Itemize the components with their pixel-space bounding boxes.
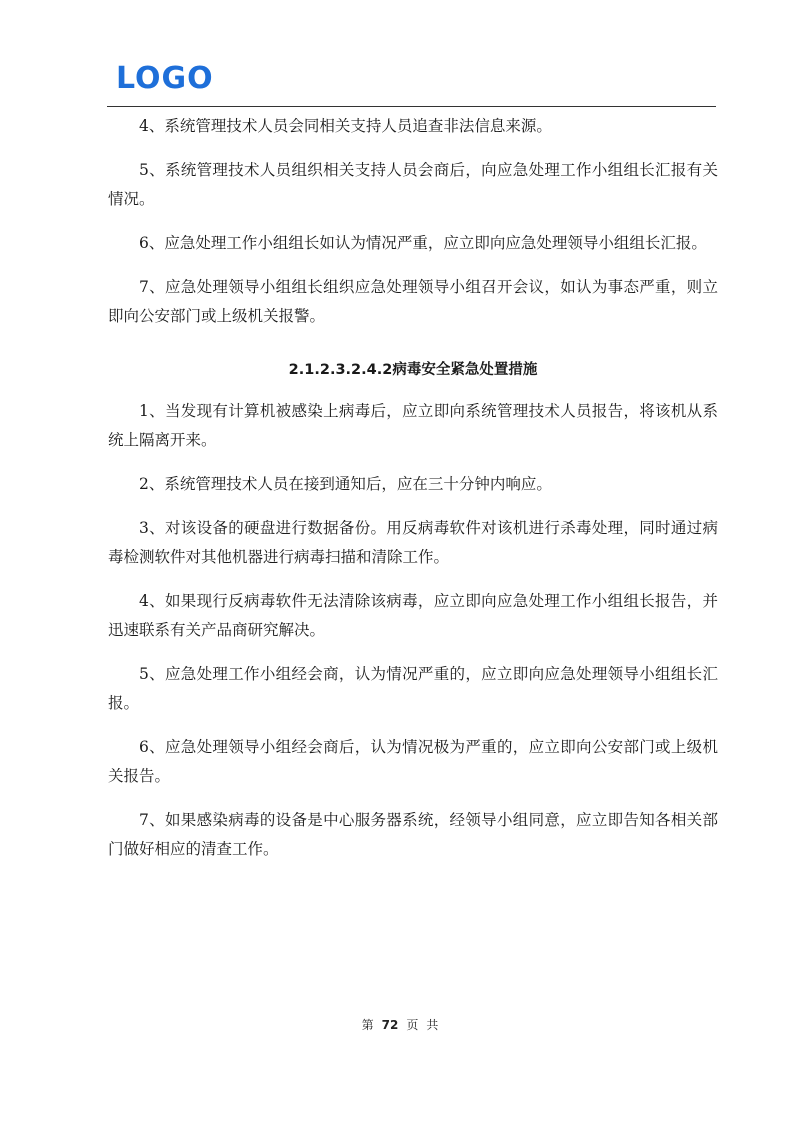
paragraph: 1、当发现有计算机被感染上病毒后，应立即向系统管理技术人员报告，将该机从系统上隔离开来。 <box>108 402 718 449</box>
logo: LOGO <box>116 61 214 96</box>
footer-suffix: 页 <box>406 1018 419 1032</box>
paragraph: 6、应急处理工作小组组长如认为情况严重，应立即向应急处理领导小组组长汇报。 <box>139 234 707 252</box>
paragraph: 5、系统管理技术人员组织相关支持人员会商后，向应急处理工作小组组长汇报有关情况。 <box>108 161 718 208</box>
paragraph: 5、应急处理工作小组经会商，认为情况严重的，应立即向应急处理领导小组组长汇报。 <box>108 665 718 712</box>
paragraph: 6、应急处理领导小组经会商后，认为情况极为严重的，应立即向公安部门或上级机关报告。 <box>108 738 718 785</box>
paragraph: 3、对该设备的硬盘进行数据备份。用反病毒软件对该机进行杀毒处理，同时通过病毒检测软件对其他机器进行病毒扫描和清除工作。 <box>108 519 718 566</box>
page-footer <box>0 1016 800 1033</box>
paragraph: 7、如果感染病毒的设备是中心服务器系统，经领导小组同意，应立即告知各相关部门做好相应的清查工作。 <box>108 811 718 858</box>
section-heading: 2.1.2.3.2.4.2病毒安全紧急处置措施 <box>288 362 538 378</box>
document-body <box>108 112 718 879</box>
paragraph: 7、应急处理领导小组组长组织应急处理领导小组召开会议，如认为事态严重，则立即向公安部门或上级机关报警。 <box>108 278 718 325</box>
paragraph: 4、如果现行反病毒软件无法清除该病毒，应立即向应急处理工作小组组长报告，并迅速联系有关产品商研究解决。 <box>108 592 718 639</box>
paragraph: 4、系统管理技术人员会同相关支持人员追查非法信息来源。 <box>139 117 552 135</box>
paragraph: 2、系统管理技术人员在接到通知后，应在三十分钟内响应。 <box>139 475 552 493</box>
page-header <box>107 58 716 107</box>
page-number: 72 <box>381 1018 399 1032</box>
footer-suffix: 共 <box>426 1018 439 1032</box>
footer-prefix: 第 <box>361 1018 374 1032</box>
